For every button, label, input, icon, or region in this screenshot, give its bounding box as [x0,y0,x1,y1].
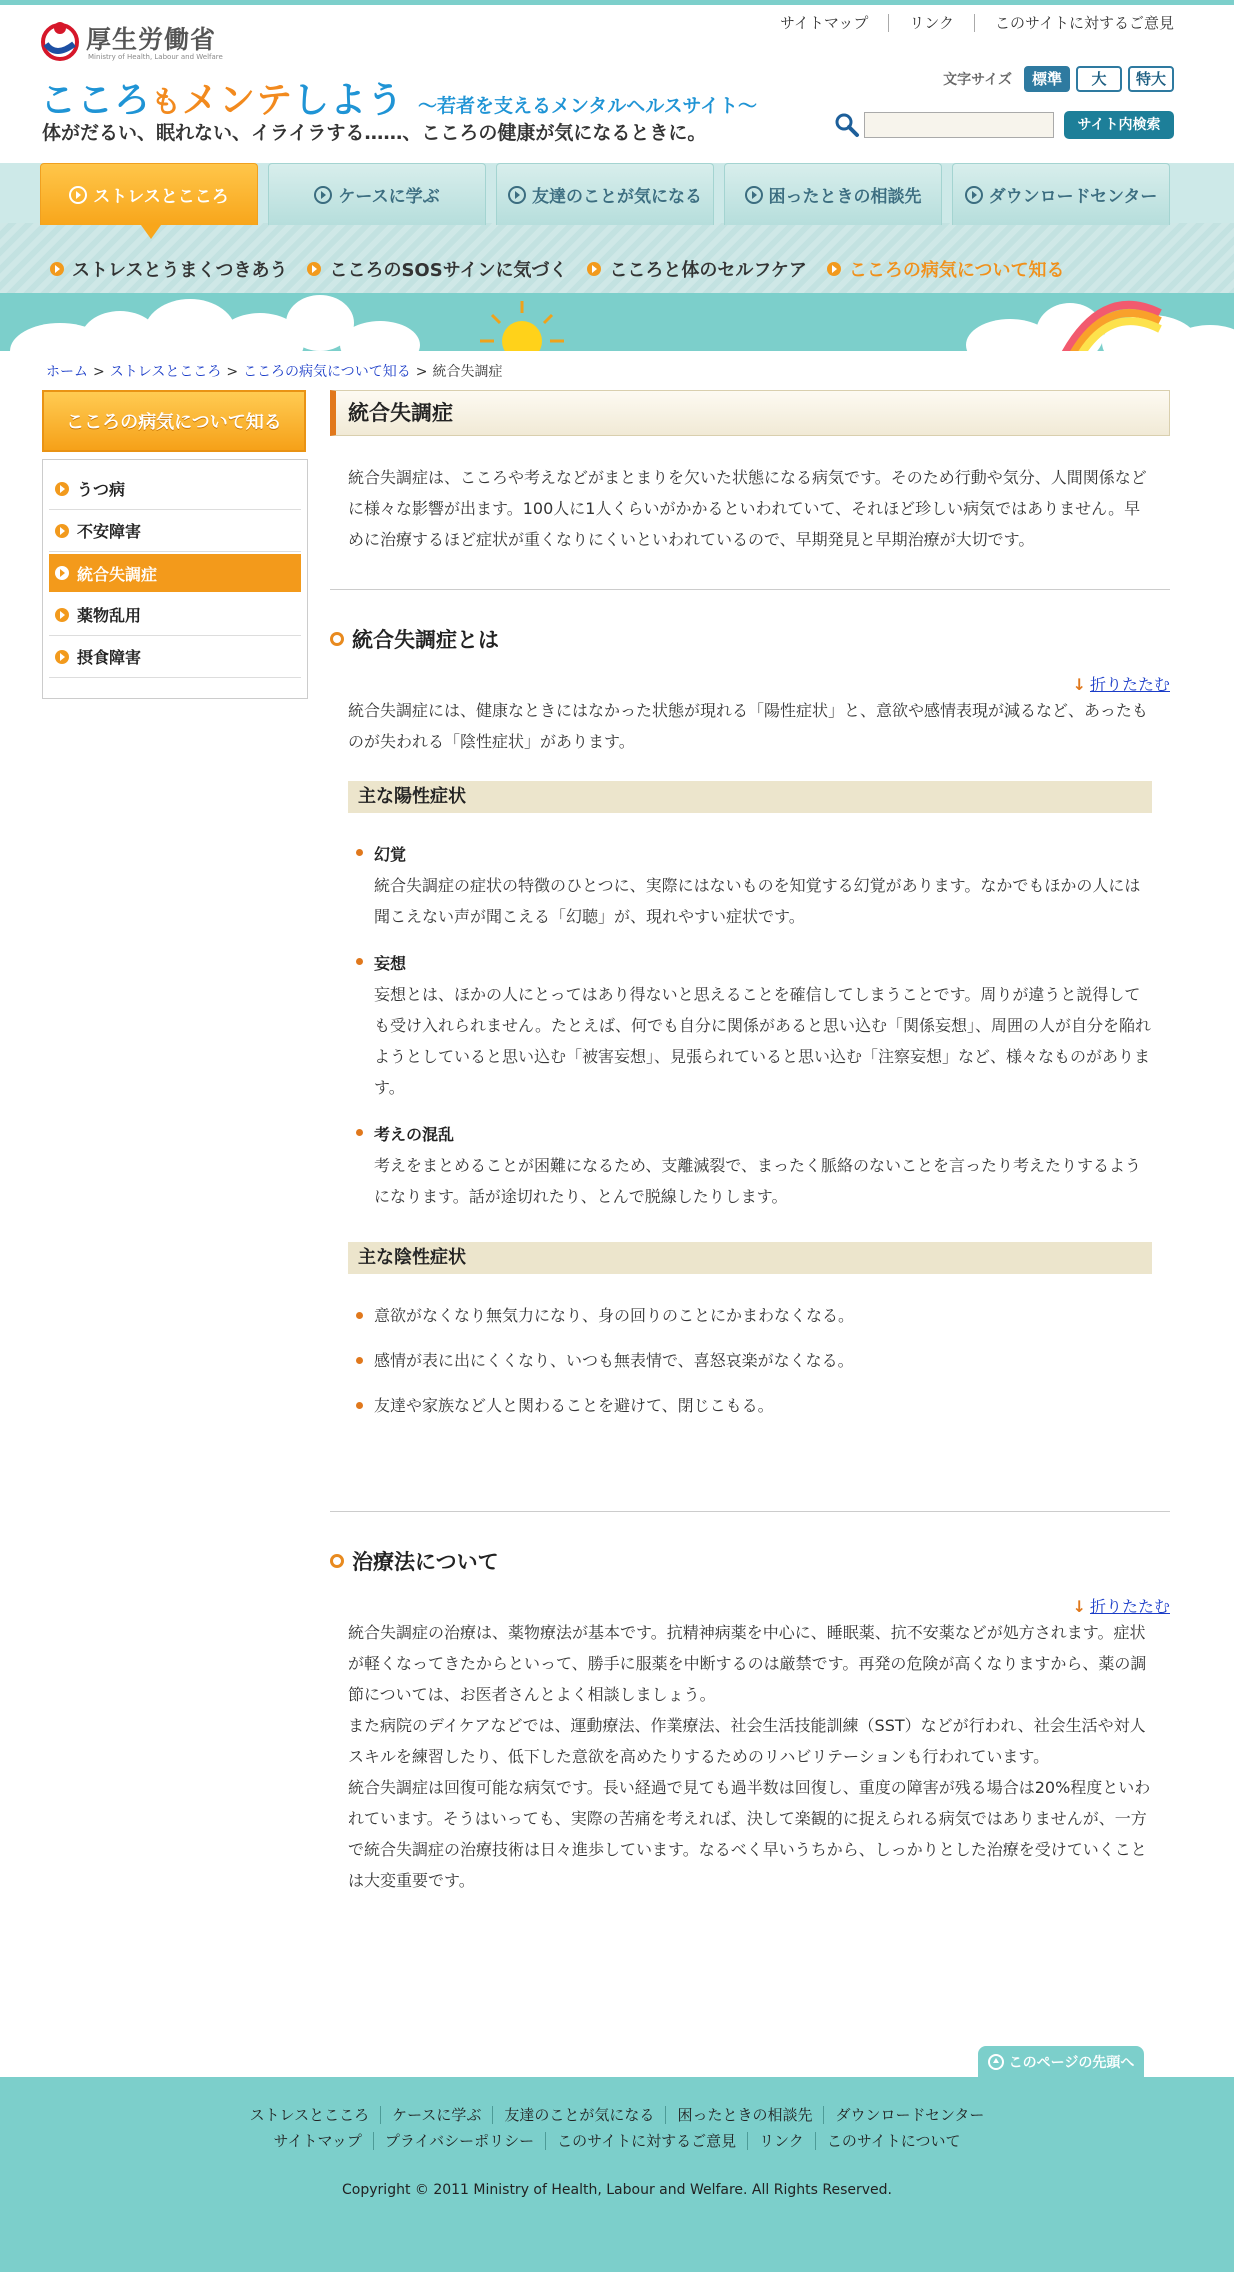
up-arrow-icon [988,2054,1004,2070]
tab-label: 友達のことが気になる [532,187,702,207]
site-title[interactable] [40,72,757,123]
sub-tabs [50,256,1065,282]
site-title-part-c: しよう [293,80,405,121]
font-size-label: 文字サイズ [943,72,1012,88]
divider [330,589,1170,590]
decorative-banner [0,293,1234,351]
section-heading-about [330,624,1170,654]
arrow-bullet-icon [307,262,321,276]
font-size-standard-button[interactable]: 標準 [1024,66,1070,92]
tab-stress-and-mind[interactable] [40,163,258,225]
ministry-logo[interactable] [40,16,230,66]
intro-text: 統合失調症は、こころや考えなどがまとまりを欠いた状態になる病気です。そのため行動や気分、人間関係などに様々な影響が出ます。100人に1人くらいがかかるといわれていて、それほど珍しい病気ではありません。早めに治療するほど症状が重くなりにくいといわれているので、早期発見と早期治療が大切です。 [348,468,1147,549]
cloud-sun-rainbow-illustration [0,293,1234,351]
symptom-name: 妄想 [374,954,407,973]
dot-bullet-icon [356,1402,363,1409]
breadcrumb-separator: > [93,364,105,380]
footer-link[interactable]: 友達のことが気になる [492,2106,665,2124]
arrow-bullet-icon [50,262,64,276]
tab-consultation[interactable] [724,163,942,225]
sidebar-item-label: 不安障害 [77,522,142,541]
arrow-circle-icon [69,186,87,204]
tab-worried-about-friends[interactable] [496,163,714,225]
site-subtitle: ～若者を支えるメンタルヘルスサイト～ [418,95,758,117]
sidebar-heading[interactable]: こころの病気について知る [42,390,306,452]
page-title: 統合失調症 [330,390,1170,436]
tab-label: ダウンロードセンター [988,187,1158,207]
utility-links [760,14,1174,32]
footer-link[interactable]: ケースに学ぶ [380,2106,492,2124]
negative-symptom-item [330,1345,1170,1376]
sidebar-item-eating-disorder[interactable] [49,636,301,678]
subtab-label: こころのSOSサインに気づく [329,260,568,281]
footer-link[interactable]: サイトマップ [273,2132,362,2150]
symptom-item [330,1119,1170,1212]
dot-bullet-icon [356,1357,363,1364]
negative-symptom-item [330,1300,1170,1331]
breadcrumb-separator: > [226,364,239,380]
dot-bullet-icon [356,1312,363,1319]
site-title-main [40,72,404,123]
negative-symptoms-heading: 主な陰性症状 [348,1242,1152,1274]
fold-link[interactable]: 折りたたむ [1089,675,1170,694]
ring-bullet-icon [330,632,344,646]
footer-link[interactable]: ストレスとこころ [249,2106,370,2124]
dot-bullet-icon [356,1129,363,1136]
sidebar-item-label: 薬物乱用 [77,606,142,625]
negative-symptom-item [330,1390,1170,1421]
logo-text-en: Ministry of Health, Labour and Welfare [88,53,223,61]
arrow-circle-icon [314,186,332,204]
subtab-sos-signs[interactable] [307,256,567,282]
sidebar-item-drug-abuse[interactable] [49,594,301,636]
treatment-text-1: 統合失調症の治療は、薬物療法が基本です。抗精神病薬を中心に、睡眠薬、抗不安薬などが処方されます。症状が軽くなってきたからといって、勝手に服薬を中断するのは厳禁です。再発の危険が高くなりますから、薬の調節については、お医者さんとよく相談しましょう。 [348,1623,1147,1704]
footer-nav-secondary [0,2132,1234,2150]
negative-symptom-text: 意欲がなくなり無気力になり、身の回りのことにかまわなくなる。 [374,1306,855,1325]
footer-link[interactable]: 困ったときの相談先 [665,2106,823,2124]
dot-bullet-icon [356,849,363,856]
section-about-text: 統合失調症には、健康なときにはなかった状態が現れる「陽性症状」と、意欲や感情表現が減るなど、あったものが失われる「陰性症状」があります。 [348,701,1148,751]
subtab-label: こころの病気について知る [848,260,1065,281]
section-heading-text: 治療法について [352,1550,499,1574]
arrow-circle-icon [965,186,983,204]
fold-toggle [330,672,1170,695]
sidebar-item-schizophrenia[interactable] [49,554,301,592]
sidebar-item-label: うつ病 [77,480,126,499]
footer-link[interactable]: リンク [747,2132,815,2150]
font-size-large-button[interactable]: 大 [1076,66,1122,92]
main-tabs [40,163,1170,225]
site-title-part-b: メンテ [182,80,294,121]
section-heading-text: 統合失調症とは [352,628,499,652]
search-input[interactable] [864,112,1054,138]
divider [330,1511,1170,1512]
tab-label: ストレスとこころ [93,187,229,207]
sidebar-item-depression[interactable] [49,468,301,510]
util-link-links[interactable]: リンク [888,14,974,32]
breadcrumb [46,361,503,381]
sidebar-item-anxiety[interactable] [49,510,301,552]
logo-text-jp: 厚生労働省 [86,25,217,54]
negative-symptom-text: 感情が表に出にくくなり、いつも無表情で、喜怒哀楽がなくなる。 [374,1351,854,1370]
breadcrumb-current: 統合失調症 [432,364,503,380]
tab-learn-from-cases[interactable] [268,163,486,225]
util-link-feedback[interactable]: このサイトに対するご意見 [974,14,1174,32]
down-arrow-icon: ↓ [1072,675,1086,694]
symptom-name: 考えの混乱 [374,1125,455,1144]
arrow-circle-icon [745,186,763,204]
arrow-bullet-icon [55,566,69,580]
search-icon [834,112,860,138]
subtab-cope-with-stress[interactable] [50,256,287,282]
symptom-text: 妄想とは、ほかの人にとってはあり得ないと思えることを確信してしまうことです。周りが違うと説得しても受け入れられません。たとえば、何でも自分に関係があると思い込む「関係妄想」、周囲の人が自分を陥れようとしていると思い込む「被害妄想」、見張られていると思い込む「注察妄想」など、様々なものがあります。 [374,985,1151,1097]
page-top-label: このページの先頭へ [1008,2055,1135,2071]
arrow-bullet-icon [827,262,841,276]
site-tagline: 体がだるい、眠れない、イライラする……、こころの健康が気になるときに。 [42,122,707,144]
arrow-bullet-icon [55,608,69,622]
site-title-part-a: こころ [40,80,152,121]
negative-symptom-text: 友達や家族など人と関わることを避けて、閉じこもる。 [374,1396,774,1415]
section-heading-treatment [330,1546,1170,1576]
breadcrumb-separator: > [415,364,428,380]
arrow-bullet-icon [55,650,69,664]
tab-label: 困ったときの相談先 [768,187,922,207]
down-arrow-icon: ↓ [1072,1597,1086,1616]
page-top-button[interactable] [978,2046,1144,2078]
fold-toggle [330,1594,1170,1617]
sidebar-item-label: 摂食障害 [77,648,142,667]
symptom-item [330,839,1170,932]
footer-link[interactable]: このサイトに対するご意見 [545,2132,747,2150]
search-button[interactable]: サイト内検索 [1064,111,1174,139]
dot-bullet-icon [356,958,363,965]
subtab-self-care[interactable] [587,256,806,282]
symptom-item [330,948,1170,1103]
subtab-mental-illness[interactable] [827,256,1065,282]
arrow-bullet-icon [587,262,601,276]
ministry-emblem-icon [40,18,80,62]
arrow-circle-icon [508,186,526,204]
tab-download-center[interactable] [952,163,1170,225]
treatment-text-3: 統合失調症は回復可能な病気です。長い経過で見ても過半数は回復し、重度の障害が残る場合は20%程度といわれています。そうはいっても、実際の苦痛を考えれば、決して楽観的に捉えられる病気ではありませんが、一方で統合失調症の治療技術は日々進歩しています。なるべく早いうちから、しっかりとした治療を受けていくことは大変重要です。 [348,1778,1151,1890]
footer-link[interactable]: このサイトについて [815,2132,972,2150]
site-title-part-mo: も [151,85,183,120]
top-accent-bar [0,0,1234,5]
site-search [834,111,1174,139]
main-content [330,390,1170,1896]
breadcrumb-mental-illness[interactable]: こころの病気について知る [243,364,411,380]
treatment-text-2: また病院のデイケアなどでは、運動療法、作業療法、社会生活技能訓練（SST）などが行われ、社会生活や対人スキルを練習したり、低下した意欲を高めたりするためのリハビリテーションも行われています。 [348,1716,1146,1766]
footer-nav-primary [0,2106,1234,2124]
tab-label: ケースに学ぶ [338,187,440,207]
sidebar-menu [42,459,308,699]
symptom-name: 幻覚 [374,845,407,864]
copyright: Copyright © 2011 Ministry of Health, Labour and Welfare. All Rights Reserved. [342,2182,892,2198]
subtab-label: ストレスとうまくつきあう [72,260,288,281]
arrow-bullet-icon [55,524,69,538]
footer-link[interactable]: プライバシーポリシー [373,2132,545,2150]
util-link-sitemap[interactable]: サイトマップ [779,14,869,32]
symptom-text: 統合失調症の症状の特徴のひとつに、実際にはないものを知覚する幻覚があります。なかでもほかの人には聞こえない声が聞こえる「幻聴」が、現れやすい症状です。 [374,876,1141,926]
footer [0,2077,1234,2272]
subtab-label: こころと体のセルフケア [609,260,807,281]
footer-link[interactable]: ダウンロードセンター [823,2106,995,2124]
symptom-text: 考えをまとめることが困難になるため、支離滅裂で、まったく脈絡のないことを言ったり考えたりするようになります。話が途切れたり、とんで脱線したりします。 [374,1156,1142,1206]
fold-link[interactable]: 折りたたむ [1089,1597,1170,1616]
breadcrumb-home[interactable]: ホーム [46,364,88,380]
global-navigation [0,163,1234,293]
arrow-bullet-icon [55,482,69,496]
font-size-xlarge-button[interactable]: 特大 [1128,66,1174,92]
ring-bullet-icon [330,1554,344,1568]
positive-symptoms-heading: 主な陽性症状 [348,781,1152,813]
font-size-switcher [943,66,1174,92]
breadcrumb-stress-and-mind[interactable]: ストレスとこころ [109,364,222,380]
sidebar-item-label: 統合失調症 [77,564,158,584]
